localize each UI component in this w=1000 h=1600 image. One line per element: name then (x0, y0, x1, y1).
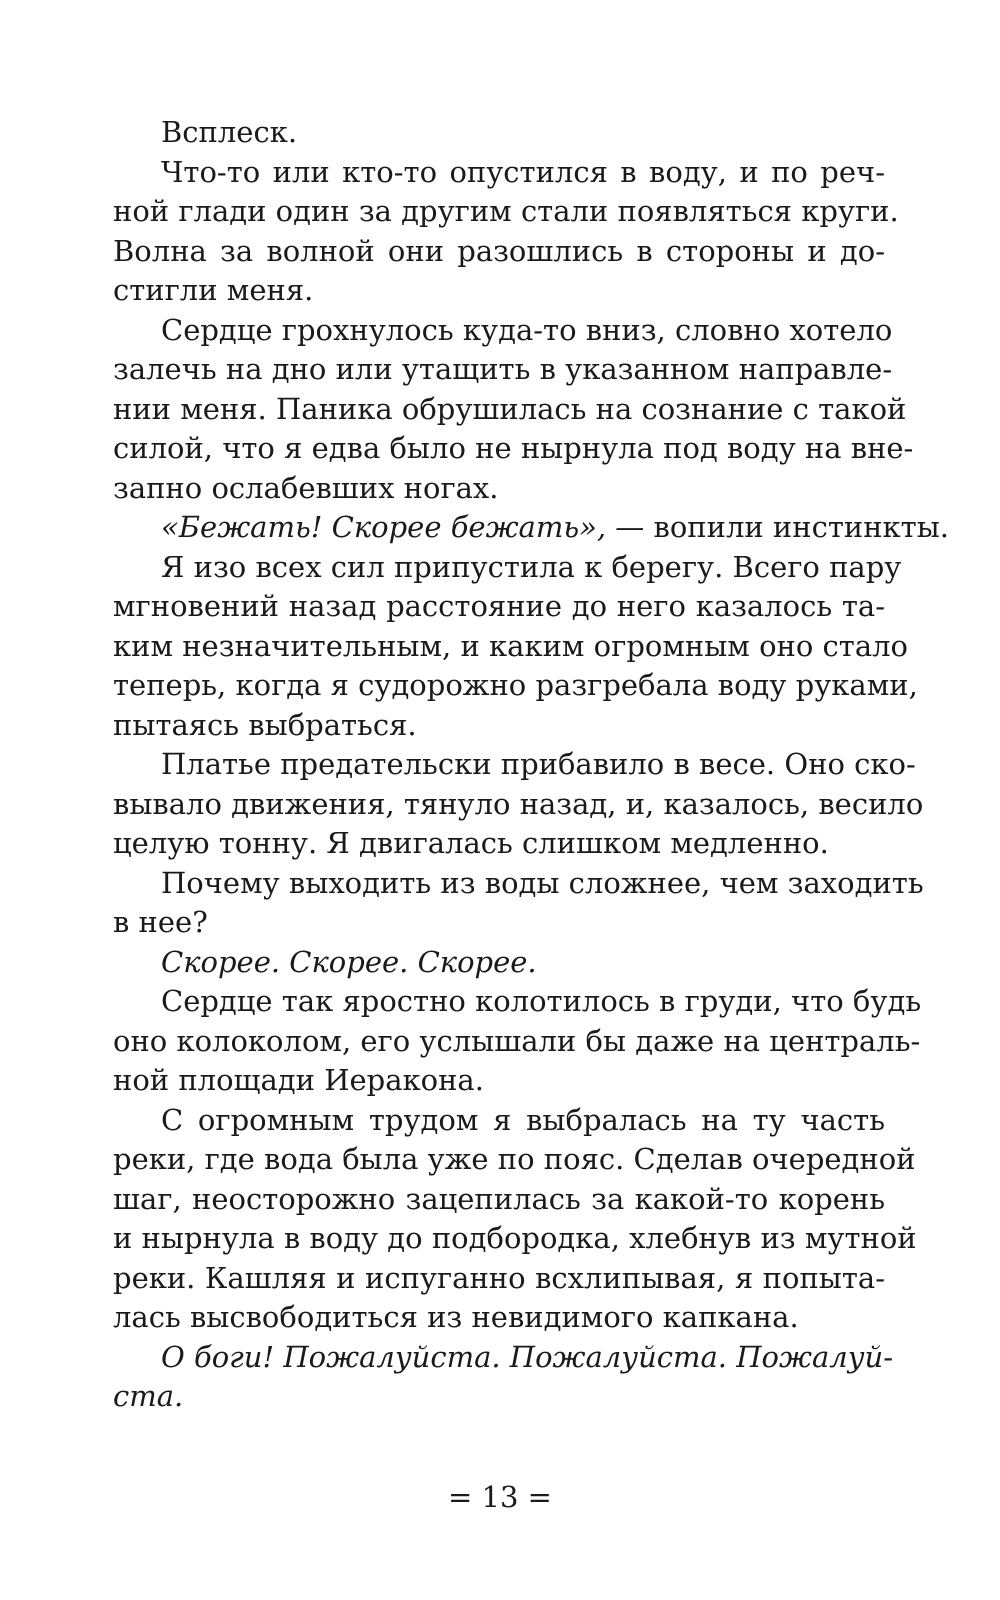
text-line (113, 153, 885, 193)
text-line (113, 548, 902, 588)
text-line (113, 1259, 885, 1299)
roman-text: ким незначительным, и каким огромным оно стало (113, 628, 909, 663)
text-line (113, 1338, 893, 1378)
italic-text: Скорее. Скорее. Скорее. (161, 944, 537, 979)
roman-text: Сердце грохнулось куда-то вниз, словно хотело (161, 312, 893, 347)
text-line (113, 903, 885, 943)
text-line (113, 745, 916, 785)
roman-text: нии меня. Паника обрушилась на сознание с такой (113, 391, 907, 426)
italic-text: «Бежать! Скорее бежать», (161, 510, 607, 544)
roman-text: ной площади Иеракона. (113, 1063, 484, 1097)
roman-text: Почему выходить из воды сложнее, чем заходить (161, 865, 924, 900)
text-line (113, 864, 924, 904)
roman-text: оно колоколом, его услышали бы даже на централь- (113, 1023, 921, 1058)
paragraph (113, 864, 924, 943)
italic-text: О боги! Пожалуйста. Пожалуйста. Пожалуй- (161, 1339, 893, 1374)
roman-text: стигли меня. (113, 273, 314, 307)
roman-text: теперь, когда я судорожно разгребала воду руками, (113, 668, 918, 702)
paragraph (113, 153, 899, 311)
text-line (113, 311, 893, 351)
text-line (113, 1140, 916, 1180)
text-line (113, 706, 885, 746)
text-line (113, 1377, 885, 1417)
italic-text: ста. (113, 1379, 184, 1413)
paragraph (113, 113, 885, 153)
roman-text: Волна за волной они разошлись в стороны и до- (113, 233, 885, 268)
roman-text: лась высвободиться из невидимого капкана. (113, 1300, 799, 1334)
text-line (113, 469, 885, 509)
text-line (113, 232, 885, 272)
text-line (113, 1298, 885, 1338)
roman-text: пытаясь выбраться. (113, 707, 417, 742)
text-line (113, 192, 899, 232)
text-line (113, 508, 949, 548)
paragraph (113, 311, 914, 509)
text-line (113, 824, 885, 864)
text-line (113, 785, 924, 825)
text-line (113, 943, 885, 983)
roman-text: ной глади один за другим стали появляться круги. (113, 194, 899, 228)
text-line (113, 627, 909, 667)
roman-text: в нее? (113, 905, 208, 939)
paragraph (113, 1338, 893, 1417)
roman-text: залечь на дно или утащить в указанном направле- (113, 352, 893, 386)
roman-text: и нырнула в воду до подбородка, хлебнув из мутной (113, 1221, 917, 1255)
paragraph (113, 508, 949, 548)
roman-text: запно ослабевших ногах. (113, 470, 499, 505)
text-line (113, 350, 893, 390)
page-body (113, 113, 949, 1417)
text-line (113, 1219, 917, 1259)
roman-text: Что-то или кто-то опустился в воду, и по реч- (161, 154, 885, 189)
text-line (113, 1101, 885, 1141)
roman-text: Сердце так яростно колотилось в груди, что будь (161, 984, 922, 1018)
roman-text: Я изо всех сил припустила к берегу. Всего пару (161, 549, 902, 584)
paragraph (113, 548, 918, 746)
roman-text: Всплеск. (161, 115, 298, 149)
roman-text: реки. Кашляя и испуганно всхлипывая, я попыта- (113, 1260, 885, 1295)
text-line (113, 271, 885, 311)
text-line (113, 390, 907, 430)
roman-text: силой, что я едва было не нырнула под воду на вне- (113, 431, 914, 465)
roman-text: С огромным трудом я выбралась на ту часть (161, 1102, 885, 1137)
text-line (113, 113, 885, 153)
text-line (113, 666, 918, 706)
roman-text: вывало движения, тянуло назад, и, казалось, весило (113, 786, 924, 821)
text-line (113, 982, 922, 1022)
text-line (113, 1022, 921, 1062)
text-line (113, 1061, 885, 1101)
paragraph (113, 745, 924, 864)
paragraph (113, 982, 922, 1101)
text-line (113, 429, 914, 469)
paragraph (113, 943, 885, 983)
roman-text: мгновений назад расстояние до него казалось та- (113, 589, 885, 623)
paragraph (113, 1101, 917, 1338)
roman-text: — вопили инстинкты. (606, 510, 949, 544)
roman-text: реки, где вода была уже по пояс. Сделав очередной (113, 1142, 916, 1176)
roman-text: шаг, неосторожно зацепилась за какой-то корень (113, 1181, 885, 1216)
page-number: = 13 = (448, 1480, 552, 1514)
text-line (113, 1180, 885, 1220)
roman-text: Платье предательски прибавило в весе. Оно ско- (161, 747, 916, 781)
text-line (113, 587, 885, 627)
roman-text: целую тонну. Я двигалась слишком медленно. (113, 826, 829, 860)
